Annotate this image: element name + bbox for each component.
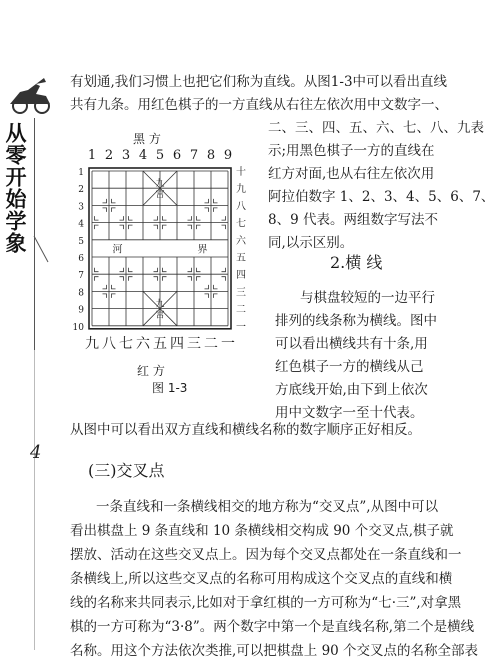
position-marker: [214, 208, 218, 212]
column-number: 一: [221, 335, 235, 352]
position-marker: [120, 225, 124, 229]
paragraph-line: 方底线开始,由下到上依次: [275, 382, 428, 398]
row-number: 五: [236, 253, 246, 264]
row-number: 10: [72, 322, 84, 333]
column-number: 7: [189, 148, 199, 163]
column-number: 2: [104, 148, 114, 163]
paragraph-line: 摆放、活动在这些交叉点上。因为每个交叉点都处在一条直线和一: [70, 547, 462, 563]
position-marker: [197, 225, 201, 229]
paragraph-line: 名称。用这个方法依次类推,可以把棋盘上 90 个交叉点的名称全部表: [70, 643, 479, 659]
row-number: 一: [236, 321, 246, 333]
row-number: 八: [236, 201, 246, 213]
position-marker: [154, 216, 158, 220]
position-marker: [205, 208, 209, 212]
position-marker: [95, 277, 99, 281]
column-number: 6: [172, 148, 182, 163]
position-marker: [103, 285, 107, 289]
paragraph-line: 线的名称来共同表示,比如对于拿红棋的一方可称为“七·三”,对拿黑: [70, 595, 462, 611]
sidebar-decoration: [0, 0, 58, 650]
row-number: 三: [236, 287, 246, 299]
position-marker: [112, 208, 116, 212]
position-marker: [154, 277, 158, 281]
row-number: 九: [236, 184, 246, 196]
position-marker: [214, 294, 218, 298]
column-number: 六: [136, 335, 150, 352]
position-marker: [95, 225, 99, 229]
position-marker: [163, 277, 167, 281]
row-number: 8: [78, 288, 84, 299]
position-marker: [205, 199, 209, 203]
position-marker: [103, 294, 107, 298]
column-number: 9: [223, 148, 233, 163]
paragraph-line: 棋的一方可称为“3·8”。两个数字中第一个是直线名称,第二个是横线: [70, 619, 475, 635]
position-marker: [120, 268, 124, 272]
row-number: 六: [236, 235, 246, 247]
column-number: 三: [187, 335, 201, 352]
position-marker: [197, 268, 201, 272]
paragraph-line: 用中文数字一至十代表。: [275, 405, 424, 421]
black-side-label: 黑 方: [133, 132, 161, 146]
column-number: 5: [155, 148, 165, 163]
row-number: 3: [78, 202, 84, 213]
row-number: 4: [78, 219, 84, 230]
paragraph-line: 一条直线和一条横线相交的地方称为“交叉点”,从图中可以: [96, 499, 439, 515]
column-number: 3: [121, 148, 131, 163]
river-label: 界: [197, 244, 208, 256]
column-number: 4: [138, 148, 148, 163]
row-number: 七: [236, 218, 246, 230]
paragraph-line: 条横线上,所以这些交叉点的名称可用构成这个交叉点的直线和横: [70, 571, 453, 587]
paragraph-line: 红方对面,也从右往左依次用: [268, 166, 435, 182]
paragraph-line: 可以看出横线共有十条,用: [275, 336, 428, 352]
row-number: 7: [78, 271, 84, 282]
position-marker: [222, 216, 226, 220]
row-number: 1: [78, 168, 84, 178]
position-marker: [103, 208, 107, 212]
position-marker: [95, 268, 99, 272]
red-side-label: 红 方: [137, 364, 165, 378]
palace-label: 宫: [155, 190, 165, 201]
position-marker: [95, 216, 99, 220]
position-marker: [197, 216, 201, 220]
row-number: 9: [78, 305, 84, 316]
paragraph-line: 阿拉伯数字 1、2、3、4、5、6、7、: [268, 189, 495, 205]
chessboard-figure: [70, 130, 265, 395]
position-marker: [214, 285, 218, 289]
section-heading-3: (三)交叉点: [88, 461, 165, 480]
paragraph-line: 排列的线条称为横线。图中: [275, 313, 437, 329]
row-number: 2: [78, 185, 84, 196]
position-marker: [188, 268, 192, 272]
row-number: 四: [236, 270, 246, 282]
sidebar-divider-lower: [34, 350, 35, 650]
page-number: 4: [30, 442, 42, 463]
position-marker: [112, 285, 116, 289]
position-marker: [112, 199, 116, 203]
column-number: 九: [85, 335, 99, 352]
row-number: 5: [78, 236, 84, 247]
position-marker: [129, 277, 133, 281]
position-marker: [129, 216, 133, 220]
row-number: 二: [236, 304, 246, 316]
position-marker: [103, 199, 107, 203]
position-marker: [112, 294, 116, 298]
column-number: 8: [206, 148, 216, 163]
position-marker: [129, 268, 133, 272]
chessboard-diagram: [70, 130, 265, 395]
paragraph-line: 从图中可以看出双方直线和横线名称的数字顺序正好相反。: [70, 422, 421, 438]
paragraph-line: 与棋盘较短的一边平行: [300, 290, 435, 306]
palace-label: 九: [155, 179, 165, 190]
position-marker: [163, 225, 167, 229]
palace-label: 宫: [155, 310, 165, 321]
position-marker: [163, 268, 167, 272]
palace-label: 九: [155, 299, 165, 310]
position-marker: [154, 225, 158, 229]
paragraph-line: 同,以示区别。: [268, 235, 354, 251]
column-number: 1: [87, 148, 97, 163]
row-number: 6: [78, 254, 84, 264]
paragraph-line: 共有九条。用红色棋子的一方直线从右往左依次用中文数字一、: [70, 97, 448, 113]
position-marker: [188, 277, 192, 281]
column-number: 二: [204, 335, 218, 352]
paragraph-line: 看出棋盘上 9 条直线和 10 条横线相交构成 90 个交叉点,棋子就: [70, 523, 454, 539]
paragraph-line: 红色棋子一方的横线从己: [275, 359, 424, 375]
position-marker: [197, 277, 201, 281]
position-marker: [163, 216, 167, 220]
position-marker: [154, 268, 158, 272]
row-number: 十: [236, 167, 246, 178]
sidebar: [0, 0, 58, 650]
column-number: 七: [119, 335, 133, 352]
position-marker: [222, 268, 226, 272]
column-number: 八: [102, 335, 116, 352]
position-marker: [205, 294, 209, 298]
river-label: 河: [112, 244, 123, 256]
position-marker: [222, 225, 226, 229]
column-number: 四: [170, 335, 184, 352]
book-title: 从零开始学象: [3, 122, 27, 254]
paragraph-line: 示;用黑色棋子一方的直线在: [268, 143, 435, 159]
position-marker: [188, 216, 192, 220]
position-marker: [188, 225, 192, 229]
position-marker: [205, 285, 209, 289]
column-number: 五: [153, 335, 167, 352]
position-marker: [120, 277, 124, 281]
position-marker: [214, 199, 218, 203]
section-heading: 2.横 线: [330, 253, 383, 272]
figure-caption: 图 1-3: [152, 381, 188, 395]
position-marker: [129, 225, 133, 229]
paragraph-line: 二、三、四、五、六、七、八、九表: [268, 120, 484, 136]
position-marker: [222, 277, 226, 281]
position-marker: [120, 216, 124, 220]
paragraph-line: 8、9 代表。两组数字写法不: [268, 212, 438, 228]
paragraph-line: 有划通,我们习惯上也把它们称为直线。从图1-3中可以看出直线: [70, 74, 448, 90]
